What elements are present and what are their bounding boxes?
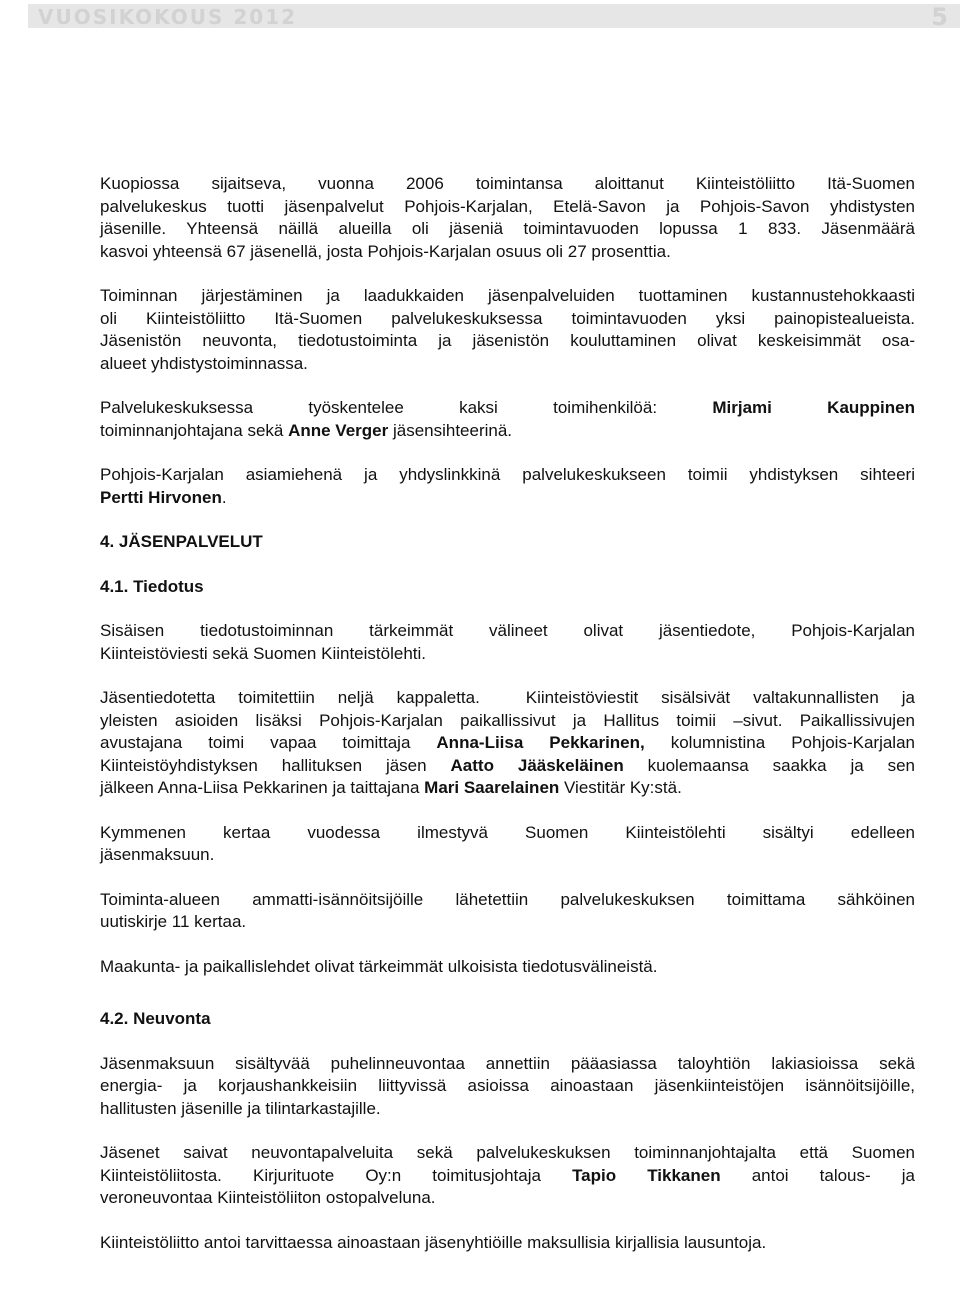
text-segment: Viestitär Ky:stä. (559, 778, 682, 797)
paragraph-intro (100, 173, 915, 263)
text-line: Jäsentiedotetta toimitettiin neljä kappaletta. Kiinteistöviestit sisälsivät valtakunnallisten ja (100, 688, 915, 707)
paragraph-channels (100, 620, 915, 665)
text-line: Jäsenet saivat neuvontapalveluita sekä palvelukeskuksen toiminnanjohtajalta että Suomen (100, 1143, 915, 1162)
text-segment: kolumnistina Pohjois-Karjalan (644, 733, 915, 752)
paragraph-magazine (100, 822, 915, 867)
page-header (28, 3, 960, 31)
person-name: Tapio Tikkanen (572, 1165, 721, 1185)
text-line (100, 1165, 915, 1188)
text-line: veroneuvontaa Kiinteistöliiton ostopalveluna. (100, 1188, 436, 1207)
text-line: Sisäisen tiedotustoiminnan tärkeimmät välineet olivat jäsentiedote, Pohjois-Karjalan (100, 621, 915, 640)
paragraph-newsletters (100, 687, 915, 800)
text-line: hallitusten jäsenille ja tilintarkastajille. (100, 1098, 381, 1118)
text-segment: Kiinteistöyhdistyksen hallituksen jäsen (100, 755, 451, 775)
text-line: Jäsenmaksuun sisältyvää puhelinneuvontaa annettiin pääasiassa taloyhtiön lakiasioissa sekä (100, 1053, 915, 1073)
subsection-heading-advice: 4.2. Neuvonta (100, 1009, 211, 1028)
text-line: Toiminta-alueen ammatti-isännöitsijöille lähetettiin palvelukeskuksen toimittama sähköinen (100, 889, 915, 909)
paragraph-e-newsletter (100, 889, 915, 934)
paragraph-operations (100, 285, 915, 375)
text-line: palvelukeskus tuotti jäsenpalvelut Pohjois-Karjalan, Etelä-Savon ja Pohjois-Savon yhdistysten (100, 196, 915, 216)
page-number: 5 (931, 3, 948, 31)
text-line: yleisten asioiden lisäksi Pohjois-Karjalan paikallissivut ja Hallitus toimii –sivut. Paikallissivujen (100, 710, 915, 730)
person-name: Mari Saarelainen (424, 778, 560, 797)
text-segment: antoi talous- ja (720, 1165, 915, 1185)
text-segment: jäsensihteerinä. (388, 420, 513, 440)
text-segment: kuolemaansa saakka ja sen (623, 755, 915, 775)
paragraph-staff (100, 397, 915, 442)
paragraph-advice-services (100, 1142, 915, 1210)
text-line: Pohjois-Karjalan asiamiehenä ja yhdyslinkkinä palvelukeskukseen toimii yhdistyksen sihteeri (100, 465, 915, 484)
paragraph-phone-advice (100, 1053, 915, 1121)
text-line: Toiminnan järjestäminen ja laadukkaiden jäsenpalveluiden tuottaminen kustannustehokkaasti (100, 286, 915, 305)
text-line (100, 777, 915, 800)
text-line: jäsenille. Yhteensä näillä alueilla oli jäseniä toimintavuoden lopussa 1 833. Jäsenmäärä (100, 219, 915, 238)
text-line: Kymmenen kertaa vuodessa ilmestyvä Suomen Kiinteistölehti sisältyi edelleen (100, 822, 915, 842)
text-line: oli Kiinteistöliitto Itä-Suomen palvelukeskuksessa toimintavuoden yksi painopistealueista. (100, 308, 915, 328)
text-line (100, 487, 915, 510)
document-title: VUOSIKOKOUS 2012 (38, 5, 298, 29)
text-line (100, 420, 915, 443)
text-segment: . (221, 487, 227, 507)
person-name: Anne Verger (288, 420, 389, 440)
paragraph-statements (100, 1232, 915, 1255)
text-line: jäsenmaksuun. (100, 845, 215, 864)
person-name: Anna-Liisa Pekkarinen, (436, 733, 645, 752)
section-heading-membership-services: 4. JÄSENPALVELUT (100, 532, 263, 551)
text-segment: avustajana toimi vapaa toimittaja (100, 733, 437, 752)
text-line: Maakunta- ja paikallislehdet olivat tärkeimmät ulkoisista tiedotusvälineistä. (100, 956, 658, 976)
person-name: Pertti Hirvonen (100, 487, 222, 507)
text-line: Jäsenistön neuvonta, tiedotustoiminta ja jäsenistön kouluttaminen olivat keskeisimmät osa- (100, 331, 915, 350)
paragraph-external-media (100, 956, 915, 979)
text-segment: toiminnanjohtajana sekä (100, 420, 289, 440)
text-line (100, 397, 915, 420)
person-name: Aatto Jääskeläinen (450, 755, 624, 775)
paragraph-representative (100, 464, 915, 509)
text-segment: Kiinteistöliitosta. Kirjurituote Oy:n toimitusjohtaja (100, 1165, 573, 1185)
text-line: Kiinteistöliitto antoi tarvittaessa ainoastaan jäsenyhtiöille maksullisia kirjallisia lausuntoja. (100, 1232, 767, 1252)
text-line: kasvoi yhteensä 67 jäsenellä, josta Pohjois-Karjalan osuus oli 27 prosenttia. (100, 241, 671, 261)
text-line: uutiskirje 11 kertaa. (100, 912, 247, 931)
text-segment: Palvelukeskuksessa työskentelee kaksi toimihenkilöä: (100, 398, 713, 417)
subsection-heading-information: 4.1. Tiedotus (100, 576, 204, 596)
person-name: Mirjami Kauppinen (712, 398, 915, 417)
text-line (100, 755, 915, 778)
document-body (100, 173, 915, 1276)
text-line: energia- ja korjaushankkeisiin liittyvissä asioissa ainoastaan jäsenkiinteistöjen isännöitsijöille, (100, 1076, 915, 1095)
text-line: Kuopiossa sijaitseva, vuonna 2006 toimintansa aloittanut Kiinteistöliitto Itä-Suomen (100, 174, 915, 193)
text-segment: jälkeen Anna-Liisa Pekkarinen ja taittajana (100, 778, 425, 797)
text-line: alueet yhdistystoiminnassa. (100, 353, 308, 373)
text-line (100, 732, 915, 755)
text-line: Kiinteistöviesti sekä Suomen Kiinteistölehti. (100, 643, 426, 663)
